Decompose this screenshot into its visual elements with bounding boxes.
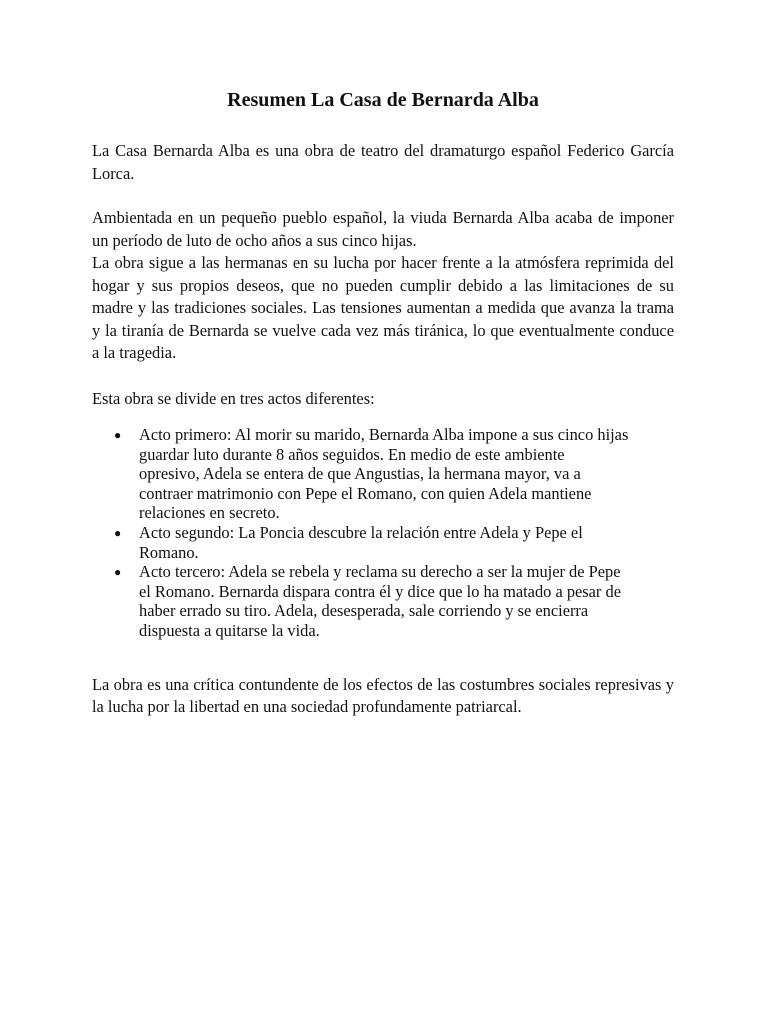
list-item-act-2 bbox=[114, 522, 629, 562]
paragraph-conclusion: La obra es una crítica contundente de los efectos de las costumbres sociales represivas y la lucha por la libertad en una sociedad profundamente patriarcal. bbox=[92, 674, 674, 717]
bullet-icon: ● bbox=[114, 565, 122, 580]
paragraph-setting: Ambientada en un pequeño pueblo español, la viuda Bernarda Alba acaba de imponer un período de luto de ocho años a sus cinco hijas. bbox=[92, 208, 674, 250]
paragraph-plot: La obra sigue a las hermanas en su lucha por hacer frente a la atmósfera reprimida del hogar y sus propios deseos, que no pueden cumplir debido a las limitaciones de su madre y las tradiciones sociales. Las tensiones aumentan a medida que avanza la trama y la tiranía de Bernarda se vuelve cada vez más tiránica, lo que eventualmente conduce a la tragedia. bbox=[92, 253, 674, 362]
paragraph-intro: La Casa Bernarda Alba es una obra de teatro del dramaturgo español Federico García Lorca. bbox=[92, 141, 674, 183]
act-1-text: Acto primero: Al morir su marido, Bernarda Alba impone a sus cinco hijas guardar luto durante 8 años seguidos. En medio de este ambiente opresivo, Adela se entera de que Angustias, la hermana mayor, va a contraer matrimonio con Pepe el Romano, con quien Adela mantiene relaciones en secreto. bbox=[139, 425, 629, 523]
acts-list bbox=[92, 425, 674, 641]
act-3-text: Acto tercero: Adela se rebela y reclama su derecho a ser la mujer de Pepe el Romano. Bernarda dispara contra él y dice que lo ha matado a pesar de haber errado su tiro. Adela, desesperada, sale corriendo y se encierra dispuesta a quitarse la vida. bbox=[139, 562, 621, 640]
document-title: Resumen La Casa de Bernarda Alba bbox=[227, 89, 539, 111]
act-2-text: Acto segundo: La Poncia descubre la relación entre Adela y Pepe el Romano. bbox=[139, 522, 583, 562]
paragraph-acts-intro: Esta obra se divide en tres actos diferentes: bbox=[92, 388, 375, 408]
document-page bbox=[92, 86, 674, 719]
bullet-icon: ● bbox=[114, 428, 122, 442]
bullet-icon: ● bbox=[114, 525, 122, 540]
list-item-act-3 bbox=[114, 562, 629, 640]
list-item-act-1 bbox=[114, 425, 629, 523]
